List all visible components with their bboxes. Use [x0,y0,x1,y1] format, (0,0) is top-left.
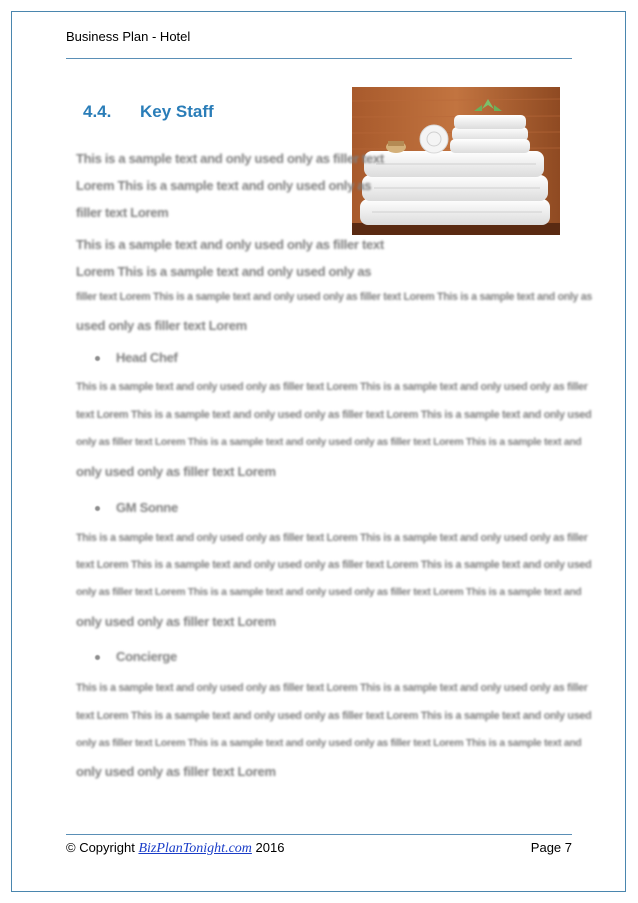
body-line: Lorem This is a sample text and only used only as [76,264,372,279]
running-header: Business Plan - Hotel [66,29,191,44]
body-line: filler text Lorem [76,205,169,220]
body-line: filler text Lorem This is a sample text and only used only as filler text Lorem This is a sample text and only as [76,291,592,303]
bullet-text-line: only as filler text Lorem This is a sample text and only used only as filler text Lorem This is a sample text and [76,587,582,598]
bullet-label: GM Sonne [116,500,178,515]
bullet-text-line: This is a sample text and only used only as filler text Lorem This is a sample text and only used only as filler [76,532,588,544]
bullet-text-line: text Lorem This is a sample text and only used only as filler text Lorem This is a sample text and only used [76,409,592,421]
bullet-text-line: only used only as filler text Lorem [76,464,276,479]
bullet-text-line: only as filler text Lorem This is a sample text and only used only as filler text Lorem This is a sample text and [76,738,582,749]
body-line: This is a sample text and only used only as filler text [76,237,384,252]
bullet-text-line: only as filler text Lorem This is a sample text and only used only as filler text Lorem This is a sample text and [76,437,582,448]
bullet-icon [95,655,100,660]
copyright-year: 2016 [255,840,285,855]
bullet-text-line: only used only as filler text Lorem [76,614,276,629]
bullet-label: Concierge [116,649,177,664]
page-number: Page 7 [530,840,572,855]
footer-link[interactable]: BizPlanTonight.com [138,841,252,856]
bullet-label: Head Chef [116,350,178,365]
bullet-text-line: This is a sample text and only used only as filler text Lorem This is a sample text and only used only as filler [76,682,588,694]
bullet-text-line: only used only as filler text Lorem [76,764,276,779]
body-line: This is a sample text and only used only as filler text [76,151,384,166]
body-line: used only as filler text Lorem [76,318,247,333]
section-number: 4.4. [83,102,112,121]
footer-copyright [66,840,284,857]
bullet-icon [95,356,100,361]
footer-rule [66,834,572,835]
section-heading [83,102,214,122]
bullet-text-line: text Lorem This is a sample text and only used only as filler text Lorem This is a sample text and only used [76,710,592,722]
header-rule [66,58,572,59]
bullet-text-line: This is a sample text and only used only as filler text Lorem This is a sample text and only used only as filler [76,381,588,393]
copyright-prefix: © Copyright [66,840,135,855]
section-title: Key Staff [140,102,214,121]
bullet-text-line: text Lorem This is a sample text and only used only as filler text Lorem This is a sample text and only used [76,559,592,571]
bullet-icon [95,506,100,511]
body-line: Lorem This is a sample text and only used only as [76,178,372,193]
